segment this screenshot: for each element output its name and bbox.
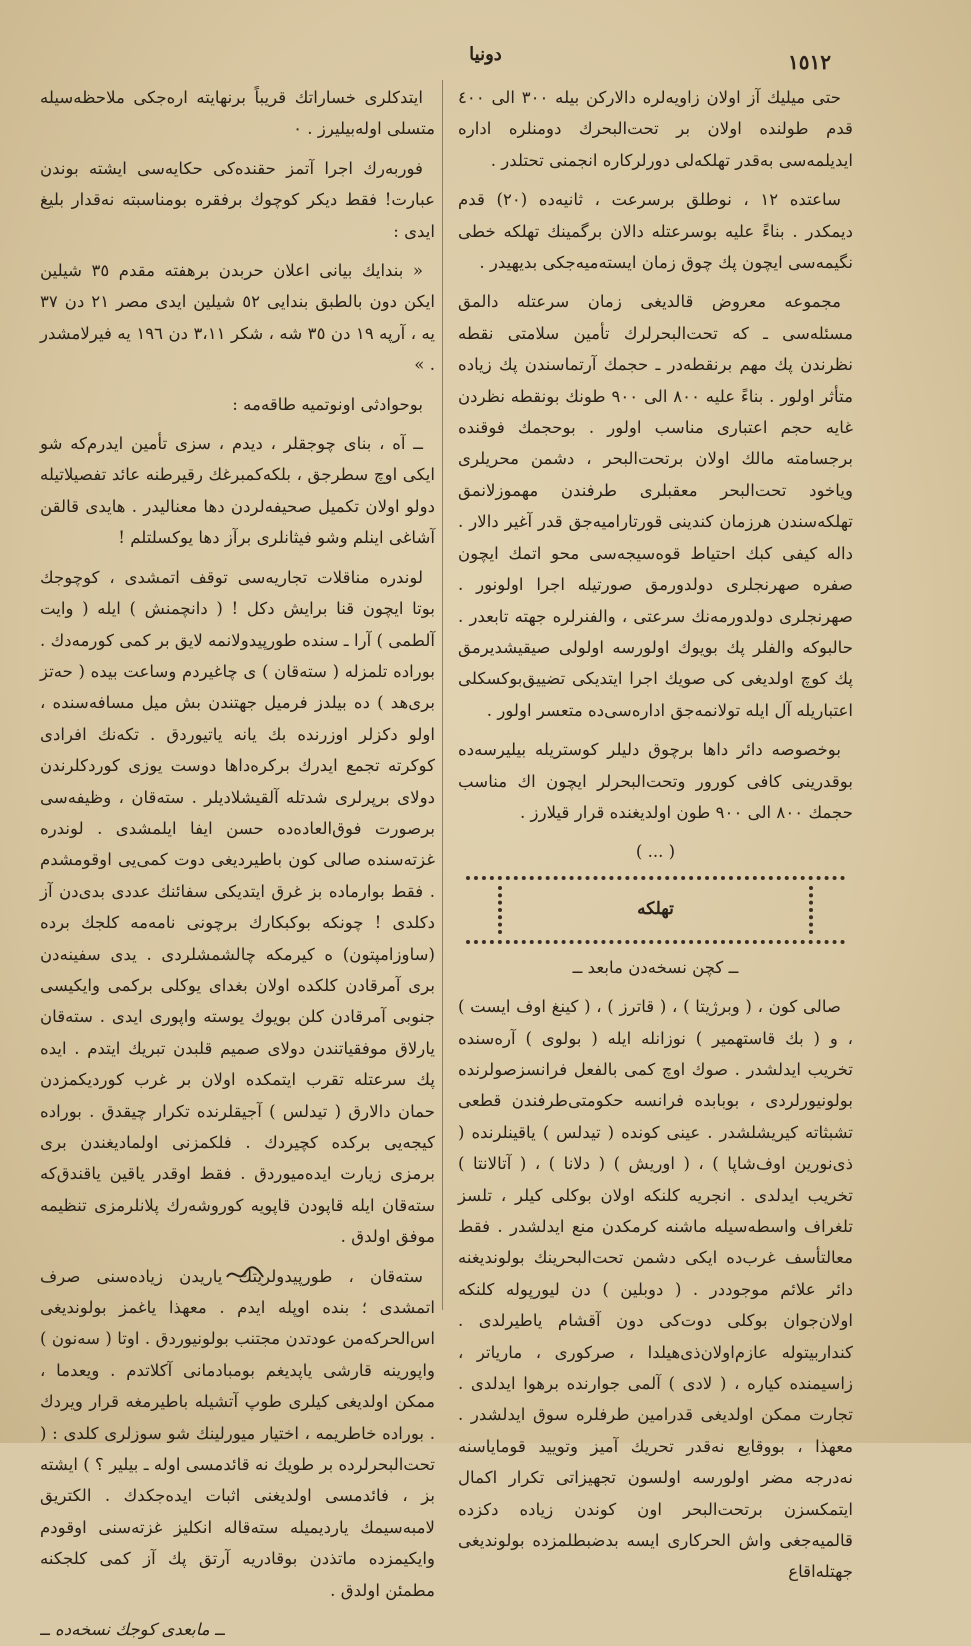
paragraph: ــ آه ، بنای چوجقلر ، دیدم ، سزی تأمین ایدرم‌كه شو ایكی اوچ سطرجق ، بلکه‌كمبرغك رقیرطنه عائد تفصیلاتیله دولو اولان تكمیل صحیفه‌لردن دها معنالیدر . هایدی قالقن آشاغی اینلم وشو فیثانلری برآز دها یوكسلتلم !	[40, 434, 435, 548]
page-header	[60, 40, 911, 80]
left-column	[40, 82, 435, 1646]
end-mark: ( ... )	[635, 842, 676, 862]
column-divider	[442, 80, 443, 1310]
paragraph: ساعتده ١٢ ، نوطلق برسرعت ، ثانیه‌ده (٢٠) قدم دیمكدر . بناءً علیه بوسرعتله دالان برگمینك تهلكه خطی نگیمه‌سی ایچون پك چوق زمان ایسته‌میه‌جكی بدیهیدر .	[458, 190, 853, 273]
paragraph: بوحوادثی اونوتمیه طاقه‌مه :	[232, 394, 423, 414]
paragraph: سته‌قان ، طورپیدولریتك یاریدن زیاده‌سنی صرف اتمشدی ؛ بنده اوپله ایدم . معهذا یاغمز بولوندیغی اس‌الحركه‌من عودتدن مجتنب بولونیوردق . اوتا ( سه‌نون ) واپورینه قارشی یاپدیغم بومبادمانی آكلاتدم . ویعدما ، ممكن اولدیغی كیلری طوپ آتشیله باطیرمغه قرار ویردك . بوراده خاطریمه ، اختیار میورلینك شو سوزلری كلدی : ( تحت‌البحرلرده بر طویك نه قائدمسی اوله ـ بیلیر ؟ ) ایشته بز ، فائدمسی اولدیغنی اثبات ایده‌جكدك . الكتریق لامبه‌سیمك یاردیمیله سته‌قاله انكلیز غزته‌سنی اوقودم وایكیمزده ماتذدن بوقادریه آرتق پك آز كمی كلجكنه مطمئن اولدق .	[40, 1266, 435, 1600]
paragraph: فوربه‌رك اجرا آتمز حقنده‌كی حكایه‌سی ایشته بوندن عبارت! فقط دیكر كوچوك برفقره بومناسبته نه‌قدار بلیغ ایدی :	[40, 158, 435, 241]
section-title: تهلكه	[637, 899, 674, 920]
flourish-icon	[225, 1263, 265, 1285]
section-meta: ــ كچن نسخه‌دن مابعد ــ	[572, 957, 739, 977]
continuation-note: ــ مابعدی كوجك نسخه‌ده ــ	[40, 1620, 225, 1640]
running-title: دونیا	[469, 44, 502, 65]
paragraph: ایتدكلری خساراتك قریباً برنهایته اره‌جكی ملاحظه‌سیله متسلی اوله‌بیلیرز . ٠	[40, 88, 435, 139]
section-title-frame	[498, 886, 813, 934]
paragraph: لوندره مناقلات تجاریه‌سی توقف اتمشدی ، كوچوجك بوتا ایچون قنا برایش دكل ! ( دانچمنش ) ایله ( وایت آلطمی ) آرا ـ سنده طورپیدولانمه لایق بر كمی كورمه‌دك . بوراده تلمزله ( سته‌قان ) ی چاغیردم وساعت بیده ( حه‌تز بری‌هد ) ده بیلدز فرمیل جهتندن بش میل مسافه‌سنده ، اولو دكزلر اوزرنده بك یانه یاتیوردق . تكه‌نك افرادی كوكرته تجمع ایدرك بركره‌داها دوست یوزی كوردكلرندن دولای برپرلری شدتله آلقیشلادیلر . سته‌قان ، وظیفه‌سی برصورت فوق‌العاده‌ده حسن ایفا ایلمشدی . لوندره غزته‌سنده صالی كون باطیردیغی دوت كمی‌یی اوقومشدم . فقط بوارماده بز غرق ایتدیكی سفائنك عددی بدی‌دن آز دكلدی ! چونكه بوكبكارك برچونی نامه‌مه كلجك برده (ساوزامپتون) ه كیرمكه چالشمشلردی . یدی سفینه‌دن بری آمرقادن كلكده اولان بغدای یوكلی بركمی وایكیسی جنوبی آمرقادن كلن بویوك یوسته واپوری ایدی . سته‌قان یارلاق موفقیاتندن دولای صمیم قلبدن تبریك ایتدم . ایده پك سرعتله تقرب ایتمكده اولان بر غرب كوردیكمزدن حمان دالارق ( تیدلس ) آجیقلرنده تكرار چیقدق . بوراده كیجه‌یی بركده كچیردك . فلكمزنی اولمادیغندن بری برمزی زیارت ایده‌میوردق . فقط اوقدر یاقین یاقندق‌كه سته‌قان ایله قاپودن قاپویه كوروشه‌رك پلانلرمزی تنظیمه موفق اولدق .	[40, 567, 435, 1247]
paragraph: صالی كون ، ( وبرژیتا ) ، ( قاترز ) ، ( كینغ اوف ایست ) ، و ( بك قاستهمیر ) نوزانله ایله ( بولوی ) آره‌سنده تخریب ایدلشدر . صوك اوچ كمی بالفعل فرانسزصولرنده بولونیورلردی ، بوبابده فرانسه حكومتی‌طرفندن قطعی تشبثاته كیریشلشدر . عینی كونده ( تیدلس ) یاقینلرنده ( ذی‌نورین اوف‌شاپا ) ، ( اوریش ) ( دلانا ) ، ( آتالانتا ) تخریب ایدلدی . انجریه كلنكه اولان بوكلی كیلر ، تلسز تلغراف واسطه‌سیله ماشنه كرمكدن منع ایدلشدر . فقط معالتأسف غرب‌ده ایكی دشمن تحت‌البحرینك بولوندیغنه دائر علائم موجوددر . ( دوبلین ) دن لیورپوله كلنكه اولان‌جوان بوكلی دوت‌كی دون آقشام یاطیرلدی . كنداربیتوله عازم‌اولان‌ذی‌هیلدا ، صركوری ، ماریا‌تر ، زاسیمنده كیاره ، ( لادی ) آلمی جوارنده برهوا ایدلدی . تجارت ممكن اولدیغی قدرامین طرفلره سوق ایدلشدر . معهذا ، بووقایع نه‌قدر تحریك آمیز وتویید قومایاسنه نه‌درجه مضر اولورسه اولسون تجهیزاتی تكرار اكمال ایتمكسزن برتحت‌البحر اون كوندن زیاده دكزده قالمیه‌جغی واش الحركاری ایسه بدضبطلمزده بولوندیغی جهتله‌اقاع	[458, 997, 853, 1582]
paragraph: « بندایك بیانی اعلان حربدن برهفته مقدم ٣٥ شیلین ایكن دون بالطبق بندایی ٥٢ شیلین ایدی مصر ٢١ دن ٣٧ یه ، آرپه ١٩ دن ٣٥ شه ، شكر ٣،١١ دن ١٩٦ یه فیرلامشدر . »	[40, 261, 436, 375]
paragraph: مجموعه معروض قالدیغی زمان سرعتله دالمق مسئله‌سی ـ كه تحت‌البحرلرك تأمین سلامتی نقطه نظرندن پك مهم برنقطه‌در ـ حجمك آرتماسندن پك زیاده متأثر اولور . بناءً علیه ٨٠٠ الی ٩٠٠ طونك بونقطه نظردن غایه حجم اعتباری مناسب اولور . بوحجمك فوقنده برجسامته مالك اولان برتحت‌البحر ، دشمن محریلری ویاخود تحت‌البحر معقبلری طرفندن مهموزلانمق تهلكه‌سندن هرزمان كندینی قورتارامیه‌جق قدر آغیر دالار . داله كیفی كبك احتیاط قوه‌سیجه‌سی محو اتمك ایچون صفره صهرنجلری دولدورمق صورتیله اجرا اولونور . صهرنجلری دولدورمه‌نك سرعتی ، والفنرلره جهته تابعدر . حالبوكه والفلر پك بویوك اولورسه اولولی صیقیشدیرمق پك كوچ اولدیغی كی صویك اجرا ایتدیكی تضییق‌بوكسكلی اعتباریله آل ایله تولانمه‌جق اداره‌سی‌ده متعسر اولور .	[458, 292, 854, 720]
paragraph: بوخصوصه دائر داها برچوق دلیلر كوستریله بیلیرسه‌ده بوقدرینی كافی كورور وتحت‌البحرلر ایچون اك مناسب حجمك ٨٠٠ الی ٩٠٠ طون اولدیغنده قرار قیلارز .	[458, 740, 853, 822]
right-column	[458, 82, 853, 1596]
paragraph: حتى میلیك آز اولان زاویه‌لره دالارکن بیله ٣٠٠ الی ٤٠٠ قدم طولنده اولان بر تحت‌البحرك دومنلره اداره ایدیلمه‌سی به‌قدر تهلكه‌لی دورلرکاره انجمنی تحتلدر .	[458, 88, 853, 170]
section-title-box	[466, 876, 845, 944]
page-number: ١٥١٢	[788, 50, 831, 74]
